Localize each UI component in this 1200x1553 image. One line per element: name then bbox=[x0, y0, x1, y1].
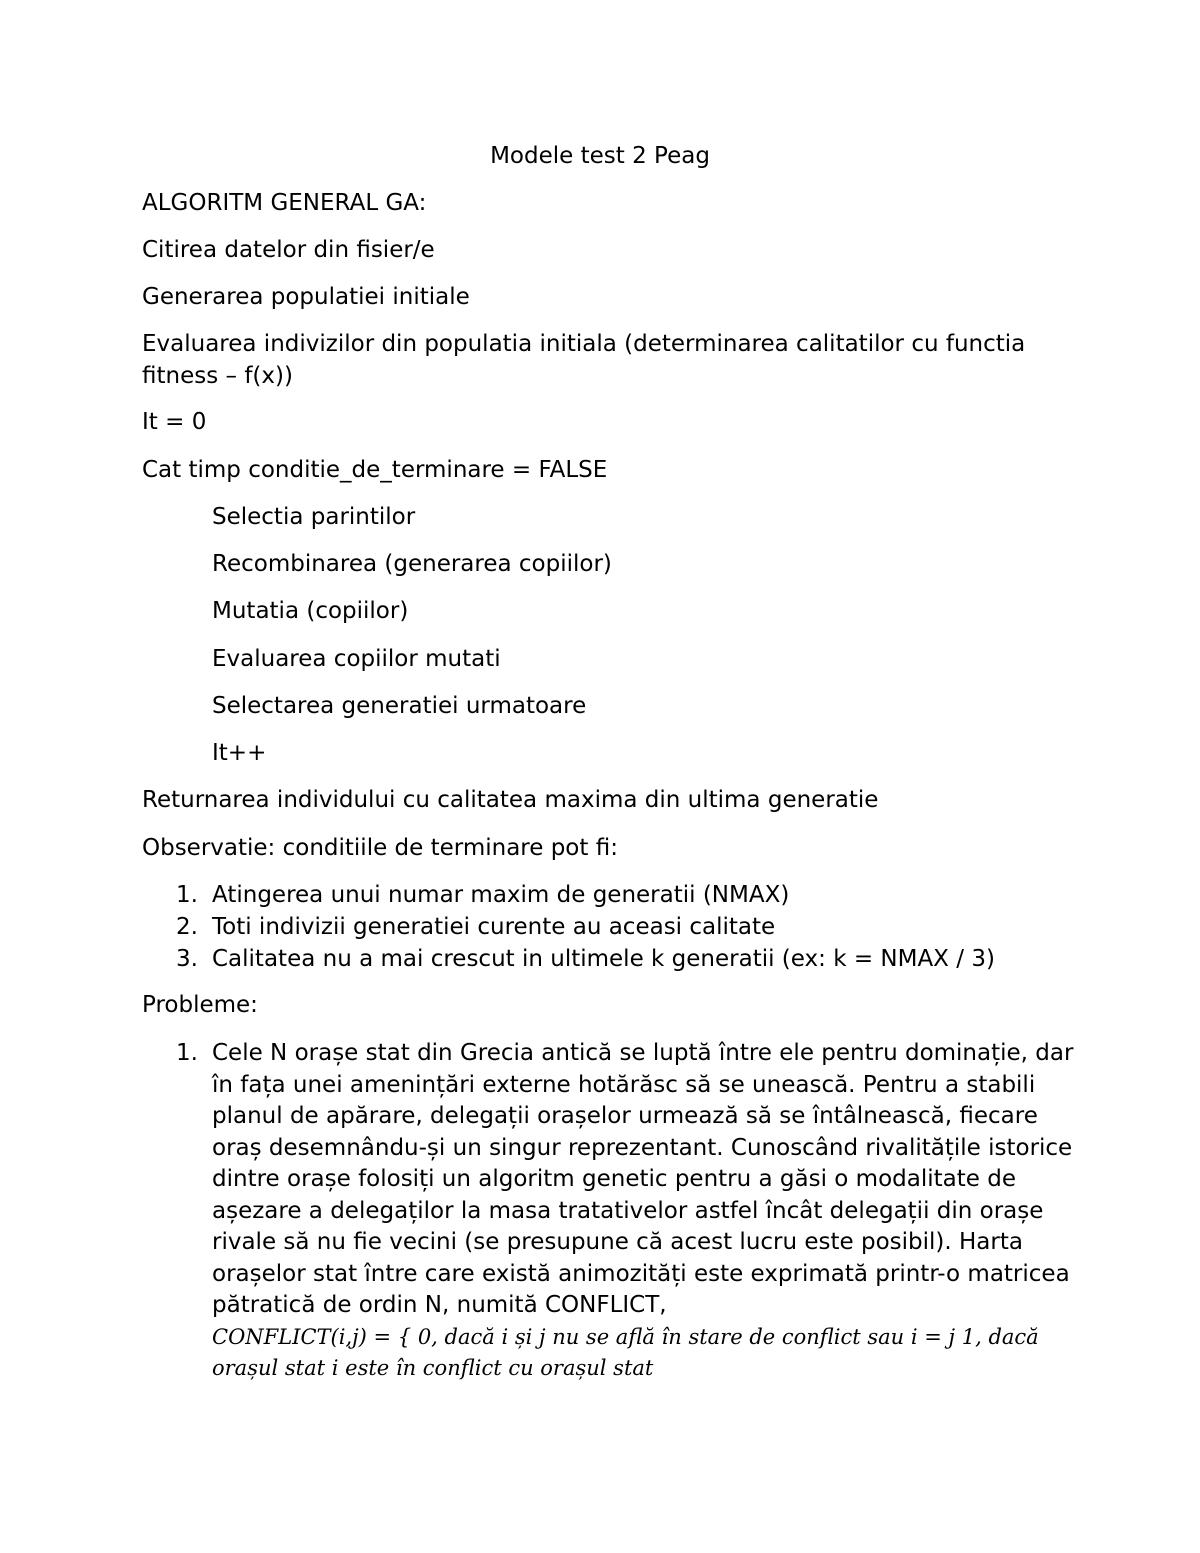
list-item bbox=[142, 911, 995, 943]
problem-item bbox=[142, 1038, 1082, 1385]
list-item bbox=[142, 879, 995, 911]
step-while-loop: Cat timp conditie_de_terminare = FALSE bbox=[142, 457, 608, 483]
loop-step-evaluate-children: Evaluarea copiilor mutati bbox=[212, 646, 501, 672]
problem-number: 1. bbox=[176, 1040, 198, 1066]
observation-text: Observatie: conditiile de terminare pot fi: bbox=[142, 835, 618, 861]
conflict-formula-line-1: CONFLICT(i,j) = { 0, dacă i și j nu se află în stare de conflict sau i = j 1, dacă bbox=[212, 1324, 1039, 1349]
loop-step-parent-selection: Selectia parintilor bbox=[212, 504, 416, 530]
loop-step-recombination: Recombinarea (generarea copiilor) bbox=[212, 551, 612, 577]
loop-step-increment: It++ bbox=[212, 740, 267, 766]
step-iteration-init: It = 0 bbox=[142, 409, 207, 435]
step-read-data: Citirea datelor din fisier/e bbox=[142, 237, 435, 263]
loop-step-mutation: Mutatia (copiilor) bbox=[212, 598, 409, 624]
conflict-formula-line-2: orașul stat i este în conflict cu orașul stat bbox=[212, 1356, 654, 1380]
step-generate-population: Generarea populatiei initiale bbox=[142, 284, 470, 310]
algorithm-heading: ALGORITM GENERAL GA: bbox=[142, 190, 427, 216]
problems-heading: Probleme: bbox=[142, 992, 258, 1018]
step-evaluate-individuals: Evaluarea indivizilor din populatia initiala (determinarea calitatilor cu functia fitness – f(x)) bbox=[142, 331, 1026, 389]
termination-conditions-list bbox=[142, 879, 995, 975]
problem-statement: Cele N orașe stat din Grecia antică se luptă între ele pentru dominație, dar în fața unei amenințări externe hotărăsc să se unească. Pentru a stabili planul de apărare, delegații orașelor urmează să se întâlnească, fiecare oraș desemnându-și un singur reprezentant. Cunoscând rivalitățile istorice dintre orașe folosiți un algoritm genetic pentru a găsi o modalitate de așezare a delegaților la masa tratativelor astfel încât delegații din orașe rivale să nu fie vecini (se presupune că acest lucru este posibil). Harta orașelor stat între care există animozități este exprimată printr-o matricea pătratică de ordin N, numită CONFLICT, bbox=[212, 1040, 1074, 1318]
list-item-text: Atingerea unui numar maxim de generatii (NMAX) bbox=[212, 882, 790, 908]
document-title: Modele test 2 Peag bbox=[490, 143, 710, 169]
step-return-best: Returnarea individului cu calitatea maxima din ultima generatie bbox=[142, 787, 879, 813]
loop-step-next-generation: Selectarea generatiei urmatoare bbox=[212, 693, 587, 719]
list-number: 3. bbox=[176, 946, 198, 972]
list-item bbox=[142, 943, 995, 975]
list-item-text: Toti indivizii generatiei curente au aceasi calitate bbox=[212, 914, 776, 940]
list-item-text: Calitatea nu a mai crescut in ultimele k generatii (ex: k = NMAX / 3) bbox=[212, 946, 995, 972]
list-number: 1. bbox=[176, 882, 198, 908]
list-number: 2. bbox=[176, 914, 198, 940]
